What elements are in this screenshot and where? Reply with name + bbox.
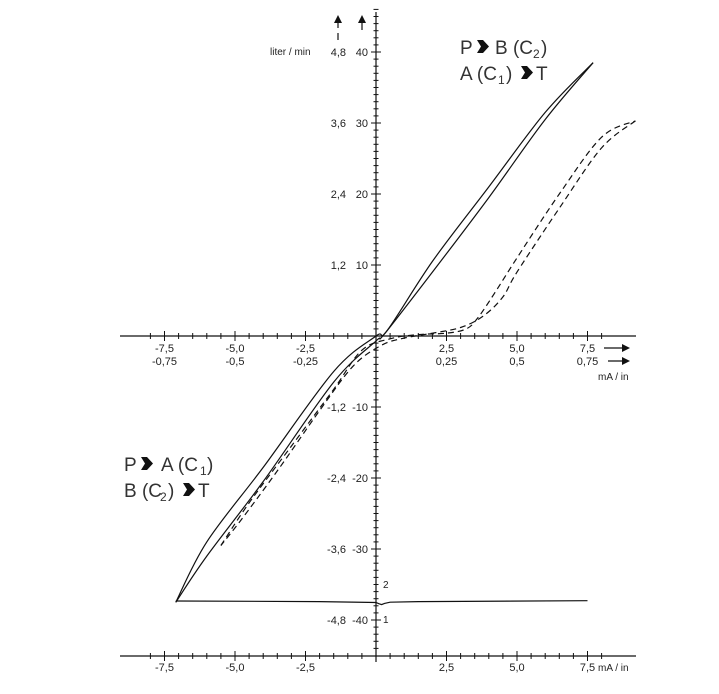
ann-tr-l2-c: T (536, 64, 548, 85)
ann-bl-l2-arrow-icon (183, 483, 195, 496)
y-tick-label-left: 2,4 (330, 189, 346, 201)
x-tick-label-secondary: 0,75 (576, 356, 599, 368)
ann-tr-l1-arrow-icon (477, 40, 489, 53)
ann-tr-l1-a: P (460, 38, 473, 59)
series-layer (176, 63, 636, 605)
ann-tr-l2-sub: 1 (498, 73, 505, 87)
y-tick-label-left: -4,8 (327, 615, 346, 627)
y-tick-label-right: 20 (355, 189, 368, 201)
annotation-bottom-left (124, 455, 213, 504)
y-tick-label-right: 40 (355, 47, 368, 59)
y-tick-label-right: -20 (352, 473, 368, 485)
x-tick-label-secondary: 0,5 (509, 356, 525, 368)
bottom-tick-label: 7,5 (579, 662, 596, 674)
ann-tr-l1-c: ) (541, 38, 548, 59)
x-tick-label-secondary: -0,5 (225, 356, 245, 368)
ann-bl-l1-sub: 1 (200, 464, 207, 478)
ann-bl-l2-c: T (198, 481, 210, 502)
y-unit-label: liter / min (270, 47, 311, 58)
y-tick-label-left: -2,4 (327, 473, 346, 485)
axes-layer (120, 12, 636, 662)
ann-tr-l2-b: ) (506, 64, 513, 85)
y-tick-label-right: -40 (352, 615, 368, 627)
curve-marker-1: 1 (383, 615, 389, 626)
y-tick-label-left: 1,2 (330, 260, 346, 272)
x-tick-label-primary: 5,0 (509, 343, 525, 355)
ann-bl-l2-b: ) (168, 481, 175, 502)
bottom-tick-label: -2,5 (296, 662, 315, 674)
y-tick-label-right: 10 (355, 260, 368, 272)
x-tick-label-primary: -2,5 (296, 343, 315, 355)
x-tick-label-secondary: -0,25 (292, 356, 319, 368)
curve-marker-2: 2 (383, 580, 389, 591)
ann-bl-l1-b: A (C (161, 455, 198, 476)
y-tick-label-right: -30 (352, 544, 368, 556)
series-2-trace (176, 601, 588, 605)
ann-bl-l1-arrow-icon (141, 457, 153, 470)
x-tick-label-secondary: 0,25 (435, 356, 458, 368)
y-tick-label-left: -1,2 (327, 402, 346, 414)
bottom-tick-label: -7,5 (155, 662, 174, 674)
y-tick-label-right: 30 (355, 118, 368, 130)
y-tick-label-left: 3,6 (330, 118, 346, 130)
series-0-upper-branch (176, 63, 596, 603)
ann-tr-l2-a: A (C (460, 64, 497, 85)
bottom-tick-label: 2,5 (438, 662, 455, 674)
x-tick-label-primary: -7,5 (155, 343, 174, 355)
ann-bl-l2-sub: 2 (160, 490, 167, 504)
x-tick-label-primary: -5,0 (225, 343, 245, 355)
ann-bl-l1-c: ) (207, 455, 214, 476)
x-unit-label: mA / in (598, 372, 629, 383)
ann-tr-l2-arrow-icon (521, 66, 533, 79)
x-tick-label-secondary: -0,75 (151, 356, 178, 368)
ann-bl-l1-a: P (124, 455, 137, 476)
y-tick-label-left: -3,6 (327, 544, 346, 556)
bottom-tick-label: -5,0 (225, 662, 245, 674)
bottom-axis-unit-label: mA / in (598, 663, 629, 674)
ann-tr-l1-b: B (C (495, 38, 533, 59)
series-0-lower-branch (176, 63, 596, 603)
y-tick-label-right: -10 (352, 402, 368, 414)
ann-tr-l1-sub: 2 (533, 47, 540, 61)
annotation-top-right (460, 38, 548, 87)
ann-bl-l2-a: B (C (124, 481, 162, 502)
bottom-tick-label: 5,0 (509, 662, 525, 674)
y-tick-label-left: 4,8 (330, 47, 346, 59)
x-tick-label-primary: 2,5 (438, 343, 455, 355)
x-tick-label-primary: 7,5 (579, 343, 596, 355)
